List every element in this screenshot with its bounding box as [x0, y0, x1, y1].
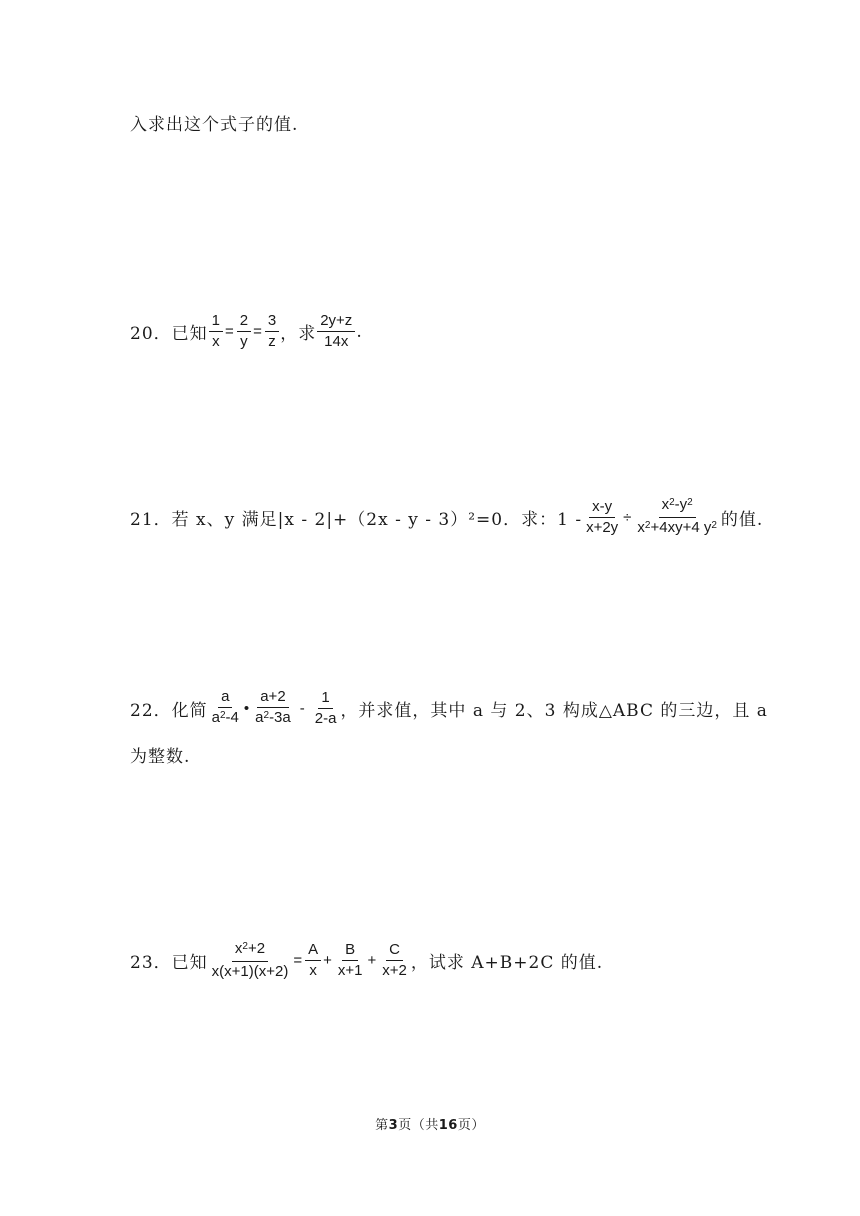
numerator: 2y+z — [317, 312, 355, 332]
question-text: . — [356, 321, 363, 342]
numerator: a — [218, 688, 232, 708]
fraction — [583, 498, 621, 537]
numerator: a+2 — [257, 688, 288, 708]
fraction — [252, 688, 294, 729]
denominator — [209, 708, 242, 729]
question-number: 21． — [130, 510, 172, 530]
question-number: 23． — [130, 953, 172, 973]
denominator: 14x — [324, 333, 349, 350]
equals-sign: = — [224, 323, 235, 340]
question-text: 为整数. — [130, 747, 191, 767]
exponent: 2 — [687, 497, 693, 508]
numerator: 1 — [209, 312, 223, 332]
numerator: 1 — [318, 689, 332, 709]
question-text: ，求 — [280, 324, 317, 344]
fraction — [335, 941, 366, 980]
question-19-tail — [130, 110, 298, 135]
plus-sign: + — [367, 952, 378, 969]
question-22-continuation — [130, 742, 190, 767]
denominator — [634, 518, 720, 539]
denominator: y — [240, 333, 248, 350]
fraction — [305, 941, 321, 980]
fraction — [209, 312, 223, 351]
question-text: 化简 — [171, 701, 208, 721]
denominator: x+2 — [382, 962, 407, 979]
term: x — [234, 940, 243, 957]
numerator: C — [386, 941, 403, 961]
denominator: x(x+1)(x+2) — [211, 963, 289, 980]
fraction — [265, 312, 279, 351]
equals-sign: = — [253, 323, 263, 340]
fraction — [379, 941, 410, 980]
numerator: 2 — [237, 312, 251, 332]
denominator — [252, 708, 294, 729]
term: x — [637, 519, 645, 536]
footer-text: 页（共 — [398, 1118, 439, 1133]
page-number: 3 — [388, 1118, 399, 1133]
question-number: 22． — [130, 701, 172, 721]
plus-sign: + — [323, 952, 333, 969]
denominator: x — [309, 962, 317, 979]
exponent: 2 — [242, 941, 248, 952]
equals-sign: = — [293, 952, 304, 969]
denominator: x — [212, 333, 220, 350]
term: +2 — [247, 940, 266, 957]
minus-sign: - — [299, 700, 306, 717]
question-21 — [130, 496, 763, 539]
denominator: x+2y — [586, 519, 619, 536]
numerator — [659, 496, 696, 518]
fraction — [209, 940, 292, 981]
question-text: ，试求 A+B+2C 的值. — [410, 953, 604, 973]
question-text: 已知 — [171, 953, 208, 973]
question-22 — [130, 688, 768, 729]
question-20 — [130, 312, 363, 351]
term: a — [211, 709, 220, 726]
term: -y — [674, 496, 688, 513]
term: -4 — [225, 709, 239, 726]
fraction — [237, 312, 251, 351]
term: x — [661, 496, 670, 513]
denominator: z — [268, 333, 276, 350]
question-text: 已知 — [171, 324, 208, 344]
fraction — [634, 496, 720, 539]
footer-text: 第 — [375, 1118, 389, 1133]
question-number: 20． — [130, 324, 172, 344]
numerator: A — [305, 941, 321, 961]
total-pages: 16 — [438, 1118, 458, 1133]
denominator: 2-a — [314, 710, 337, 727]
numerator: x-y — [589, 498, 615, 518]
exponent: 2 — [644, 520, 651, 531]
exponent: 2 — [669, 497, 675, 508]
numerator: B — [342, 941, 358, 961]
question-text: 若 x、y 满足|x - 2|+（2x - y - 3）²=0．求：1 - — [171, 510, 583, 530]
term: +4xy+4 y — [650, 519, 712, 536]
numerator: 3 — [265, 312, 279, 332]
term: a — [255, 709, 264, 726]
question-text: ，并求值，其中 a 与 2、3 构成△ABC 的三边，且 a — [340, 701, 768, 721]
page-footer — [0, 1114, 860, 1133]
multiplication-dot: • — [243, 700, 251, 717]
denominator: x+1 — [337, 962, 363, 979]
exponent: 2 — [219, 710, 226, 721]
term: -3a — [269, 709, 291, 726]
exponent: 2 — [711, 520, 717, 531]
exponent: 2 — [263, 710, 270, 721]
fraction — [312, 689, 340, 728]
numerator — [232, 940, 268, 962]
question-text: 的值. — [720, 510, 764, 530]
division-sign: ÷ — [623, 509, 633, 526]
fraction — [317, 312, 355, 351]
question-23 — [130, 940, 603, 981]
fraction — [209, 688, 242, 729]
footer-text: 页） — [457, 1118, 485, 1133]
question-19-tail-text: 入求出这个式子的值. — [130, 115, 299, 135]
